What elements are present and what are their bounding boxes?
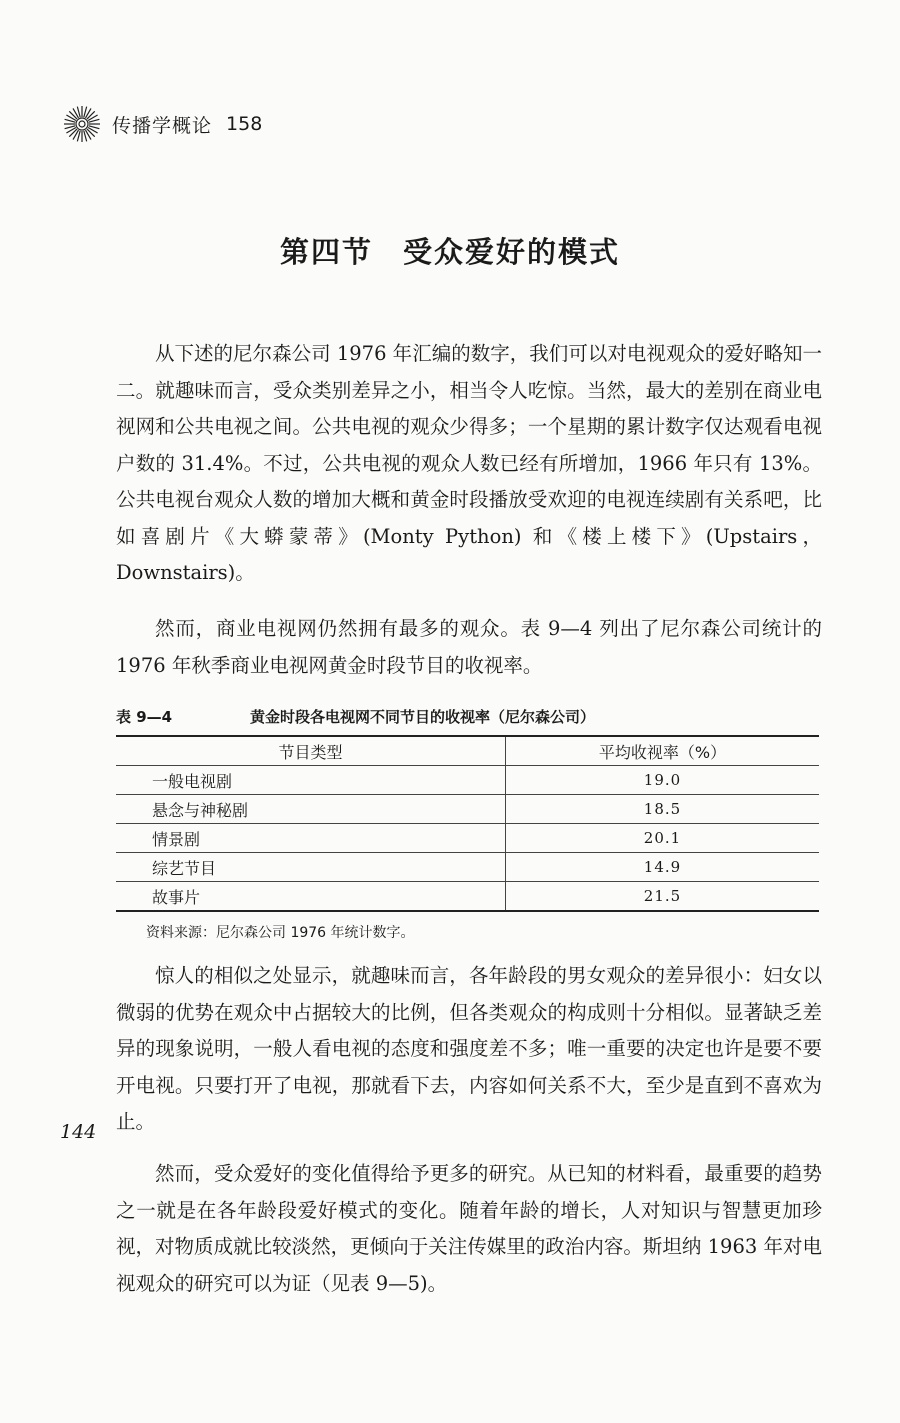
- section-number: 第四节: [279, 235, 373, 269]
- program-type-cell: 悬念与神秘剧: [116, 795, 506, 824]
- rating-cell: 20.1: [506, 824, 820, 853]
- paragraph: 惊人的相似之处显示，就趣味而言，各年龄段的男女观众的差异很小：妇女以微弱的优势在观众中占据较大的比例，但各类观众的构成则十分相似。显著缺乏差异的现象说明，一般人看电视的态度和强度差不多；唯一重要的决定也许是要不要开电视。只要打开了电视，那就看下去，内容如何关系不大，至少是直到不喜欢为止。: [116, 964, 822, 1133]
- section-title-text: 受众爱好的模式: [403, 235, 621, 269]
- sunburst-logo-icon: [62, 104, 102, 144]
- ratings-table: [116, 735, 819, 912]
- column-header: 平均收视率（%）: [506, 736, 820, 766]
- rating-cell: 14.9: [506, 853, 820, 882]
- section-title: [0, 230, 900, 271]
- table-source-note: 资料来源：尼尔森公司 1976 年统计数字。: [146, 925, 415, 941]
- rating-cell: 18.5: [506, 795, 820, 824]
- paragraph: 然而，商业电视网仍然拥有最多的观众。表 9—4 列出了尼尔森公司统计的 1976 年秋季商业电视网黄金时段节目的收视率。: [116, 617, 822, 677]
- paragraph: 从下述的尼尔森公司 1976 年汇编的数字，我们可以对电视观众的爱好略知一二。就趣味而言，受众类别差异之小，相当令人吃惊。当然，最大的差别在商业电视网和公共电视之间。公共电视的观众少得多；一个星期的累计数字仅达观看电视户数的 31.4%。不过，公共电视的观众人数已经有所增加，1966 年只有 13%。公共电视台观众人数的增加大概和黄金时段播放受欢迎的电视连续剧有关系吧，比如喜剧片《大蟒蒙蒂》(Monty Python) 和《楼上楼下》(Upstairs，Downstairs)。: [116, 342, 822, 584]
- running-header: [62, 103, 262, 145]
- table-row: [116, 824, 819, 853]
- program-type-cell: 情景剧: [116, 824, 506, 853]
- rating-cell: 21.5: [643, 887, 682, 905]
- page-number: 158: [226, 113, 263, 135]
- program-type-cell: 一般电视剧: [116, 766, 506, 795]
- program-type-cell: 综艺节目: [116, 853, 506, 882]
- book-title: 传播学概论: [112, 114, 213, 137]
- table-number: 表 9—4: [116, 708, 173, 726]
- table-header-row: [116, 736, 819, 766]
- table-row: [116, 795, 819, 824]
- table-title: 黄金时段各电视网不同节目的收视率（尼尔森公司）: [250, 708, 596, 726]
- table-row: [116, 766, 819, 795]
- table-row: [116, 882, 819, 912]
- rating-cell: 19.0: [506, 766, 820, 795]
- table-caption: [116, 706, 822, 728]
- table-row: [116, 853, 819, 882]
- column-header: 节目类型: [116, 736, 506, 766]
- original-page-number: 144: [60, 1121, 97, 1143]
- paragraph: 然而，受众爱好的变化值得给予更多的研究。从已知的材料看，最重要的趋势之一就是在各年龄段爱好模式的变化。随着年龄的增长，人对知识与智慧更加珍视，对物质成就比较淡然，更倾向于关注传媒里的政治内容。斯坦纳 1963 年对电视观众的研究可以为证（见表 9—5)。: [116, 1162, 822, 1295]
- program-type-cell: 故事片: [116, 882, 506, 912]
